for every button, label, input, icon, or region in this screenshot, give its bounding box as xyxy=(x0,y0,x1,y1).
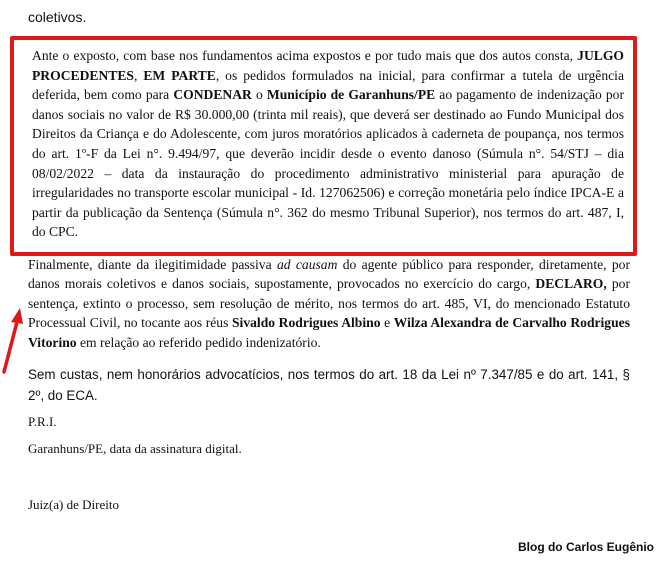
red-highlight-box xyxy=(10,36,637,256)
blog-credit: Blog do Carlos Eugênio xyxy=(517,540,654,554)
red-arrow-icon xyxy=(0,300,30,380)
final-text-1: Finalmente, diante da ilegitimidade passiva xyxy=(28,257,277,272)
ruling-municipality: Município de Garanhuns/PE xyxy=(266,87,436,103)
costs-paragraph: Sem custas, nem honorários advocatícios, nos termos do art. 18 da Lei nº 7.347/85 e do art. 141, § 2º, do ECA. xyxy=(28,367,630,403)
judge-signature-line: Juiz(a) de Direito xyxy=(28,497,119,512)
ruling-verdict: JULGO PROCEDENTES xyxy=(32,48,624,83)
final-text-2: do agente público para responder, diretamente, por danos morais coletivos e danos sociais, supostamente, provocados no exercício do cargo, xyxy=(28,257,631,292)
pri-line: P.R.I. xyxy=(28,414,57,429)
final-declare: DECLARO, xyxy=(535,276,607,292)
ruling-text-5: ao pagamento de indenização por danos sociais no valor de R$ 30.000,00 (trinta mil reais), que deverá ser destinado ao Fundo Municipal dos Direitos da Criança e do Adolescente, com juros moratórios aplicados à caderneta de poupança, nos termos do art. 1º-F da Lei n°. 9.494/97, que deverão incidir desde o evento danoso (Súmula n°. 54/STJ – dia 08/02/2022 – data da instauração do procedimento administrativo ministerial para apuração de irregularidades no transporte escolar municipal - Id. 127062506) e correção monetária pelo índice IPCA-E a partir da publicação da Sentença (Súmula n°. 362 do mesmo Tribunal Superior), nos termos do art. 487, I, do CPC. xyxy=(32,87,625,240)
ruling-paragraph xyxy=(32,46,624,242)
ruling-text-3: , os pedidos formulados na inicial, para confirmar a tutela de urgência deferida, bem como para xyxy=(32,67,624,103)
dismissal-paragraph xyxy=(28,255,630,352)
final-text-3: por sentença, extinto o processo, sem resolução de mérito, nos termos do art. 485, VI, do mencionado Estatuto Processual Civil, no tocante aos réus xyxy=(28,276,630,331)
ruling-partial: EM PARTE xyxy=(143,67,216,83)
defendant-1: Sivaldo Rodrigues Albino xyxy=(232,315,381,331)
defendant-2: Wilza Alexandra de Carvalho Rodrigues Vitorino xyxy=(28,315,630,350)
place-date-line: Garanhuns/PE, data da assinatura digital. xyxy=(28,441,242,456)
previous-paragraph-fragment: coletivos. xyxy=(28,9,87,25)
final-latin-term: ad causam xyxy=(276,257,338,272)
ruling-text-4: o xyxy=(251,87,267,103)
final-text-4: e xyxy=(380,315,394,331)
final-text-5: em relação ao referido pedido indenizatório. xyxy=(76,334,321,350)
ruling-text-2: , xyxy=(133,67,144,83)
ruling-text-1: Ante o exposto, com base nos fundamentos acima expostos e por tudo mais que dos autos consta, xyxy=(32,48,578,63)
ruling-condemn: CONDENAR xyxy=(173,87,252,103)
